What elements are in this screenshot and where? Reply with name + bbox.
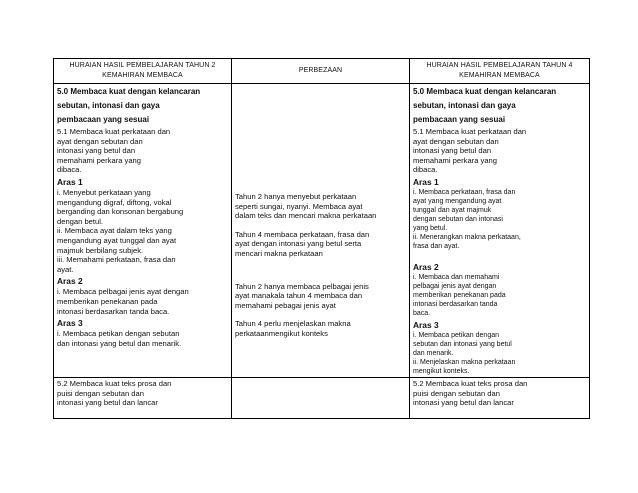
tahun4-aras3-label: Aras 3	[413, 319, 439, 330]
text-line: i. Membaca petikan dengan sebutan	[57, 329, 180, 339]
tahun4-aras3-items	[413, 331, 586, 376]
text-line: mengikut konteks.	[413, 367, 470, 375]
text-line: i. Membaca perkataan, frasa dan	[413, 188, 516, 196]
text-line: seperti sungai, nyanyi. Membaca ayat	[235, 201, 363, 211]
text-line: dengan betul.	[57, 216, 104, 226]
text-line: ii. Menjelaskan makna perkataan	[413, 358, 516, 366]
text-line: ayat.	[57, 264, 74, 274]
tahun4-standard-5-1	[413, 127, 586, 175]
text-line: ayat manakala tahun 4 membaca dan	[235, 291, 363, 301]
tahun2-aras3-label: Aras 3	[57, 318, 83, 329]
heading-line: 5.0 Membaca kuat dengan kelancaran	[57, 87, 201, 96]
text-line: tunggal dan ayat majmuk	[413, 206, 492, 214]
text-line: baca.	[413, 309, 431, 317]
header-tahun4-line2: KEMAHIRAN MEMBACA	[459, 72, 540, 79]
text-line: Tahun 4 perlu menjelaskan makna	[235, 319, 351, 329]
text-line: i. Membaca petikan dengan	[413, 331, 499, 339]
header-tahun2-line2: KEMAHIRAN MEMBACA	[102, 72, 183, 79]
text-line: 5.2 Membaca kuat teks prosa dan	[413, 378, 528, 388]
text-line: dan menarik.	[413, 349, 454, 357]
text-line: sebutan dan intonasi yang betul	[413, 340, 512, 348]
text-line: intonasi yang betul dan lancar	[57, 398, 158, 408]
text-line: yang betul.	[413, 224, 448, 232]
header-perbezaan: PERBEZAAN	[232, 59, 410, 84]
text-line: pelbagai jenis ayat dengan	[413, 282, 497, 290]
heading-line: sebutan, intonasi dan gaya	[413, 101, 516, 110]
heading-line: sebutan, intonasi dan gaya	[57, 101, 160, 110]
text-line: i. Membaca dan memahami	[413, 273, 500, 281]
text-line: ayat dengan sebutan dan	[57, 136, 143, 146]
tahun2-aras3-items	[57, 329, 228, 348]
heading-line: pembacaan yang sesuai	[57, 115, 150, 124]
text-line: i. Menyebut perkataan yang	[57, 187, 151, 197]
tahun4-aras1-items	[413, 188, 586, 251]
perbezaan-cell	[232, 84, 410, 378]
tahun2-heading	[57, 85, 228, 127]
perbezaan-paragraph-4	[235, 319, 406, 338]
tahun4-aras2-items	[413, 273, 586, 318]
text-line: ii. Menerangkan makna perkataan,	[413, 233, 521, 241]
text-line: ii. Membaca ayat dalam teks yang	[57, 226, 172, 236]
header-row	[54, 59, 590, 84]
text-line: dibaca.	[413, 165, 438, 175]
heading-line: 5.0 Membaca kuat dengan kelancaran	[413, 87, 557, 96]
text-line: majmuk berbilang subjek.	[57, 245, 144, 255]
body-row	[54, 84, 590, 378]
text-line: mencari makna perkataan	[235, 248, 323, 258]
text-line: mengandung ayat tunggal dan ayat	[57, 235, 177, 245]
header-tahun2-line1: HURAIAN HASIL PEMBELAJARAN TAHUN 2	[69, 62, 216, 69]
text-line: ayat yang mengandung ayat	[413, 197, 502, 205]
text-line: memahami pebagai jenis ayat	[235, 300, 336, 310]
tahun4-aras1-label: Aras 1	[413, 176, 439, 187]
perbezaan-paragraph-2	[235, 230, 406, 259]
tahun4-standard-5-2	[410, 377, 590, 418]
text-line: memahami perkara yang	[57, 155, 141, 165]
text-line: berganding dan konsonan bergabung	[57, 207, 184, 217]
text-line: puisi dengan sebutan dan	[57, 388, 144, 398]
standard-5-2-row	[54, 377, 590, 418]
text-line: memberikan penekanan pada	[413, 291, 506, 299]
comparison-table	[53, 58, 590, 419]
text-line: perkataanmengikut konteks	[235, 328, 328, 338]
text-line: ayat dengan sebutan dan	[413, 136, 499, 146]
text-line: 5.1 Membaca kuat perkataan dan	[57, 127, 171, 136]
tahun2-standard-5-2	[54, 377, 232, 418]
text-line: iii. Memahami perkataan, frasa dan	[57, 255, 176, 265]
text-line: ayat dengan intonasi yang betul serta	[235, 239, 362, 249]
text-line: Tahun 4 membaca perkataan, frasa dan	[235, 229, 370, 239]
tahun4-aras2-label: Aras 2	[413, 261, 439, 272]
tahun4-heading	[413, 85, 586, 127]
tahun2-standard-5-1	[57, 127, 228, 175]
text-line: intonasi yang betul dan	[413, 146, 492, 156]
text-line: intonasi berdasarkan tanda	[413, 300, 498, 308]
text-line: intonasi yang betul dan lancar	[413, 398, 514, 408]
perbezaan-paragraph-3	[235, 282, 406, 311]
tahun2-cell	[54, 84, 232, 378]
perbezaan-paragraph-1	[235, 192, 406, 221]
tahun2-aras2-label: Aras 2	[57, 276, 83, 287]
text-line: dibaca.	[57, 165, 82, 175]
text-line: Tahun 2 hanya menyebut perkataan	[235, 192, 357, 201]
text-line: mengandung digraf, diftong, vokal	[57, 197, 172, 207]
text-line: frasa dan ayat.	[413, 242, 460, 250]
comparison-document	[53, 58, 589, 419]
text-line: i. Membaca pelbagai jenis ayat dengan	[57, 287, 189, 297]
tahun2-aras1-label: Aras 1	[57, 176, 83, 187]
text-line: memberikan penekanan pada	[57, 296, 158, 306]
tahun4-cell	[410, 84, 590, 378]
tahun2-aras1-items	[57, 188, 228, 274]
header-tahun4	[410, 59, 590, 84]
text-line: dengan sebutan dan intonasi	[413, 215, 503, 223]
tahun2-aras2-items	[57, 287, 228, 316]
text-line: 5.1 Membaca kuat perkataan dan	[413, 127, 527, 136]
header-tahun2	[54, 59, 232, 84]
text-line: dan intonasi yang betul dan menarik.	[57, 338, 182, 348]
text-line: memahami perkara yang	[413, 155, 497, 165]
text-line: Tahun 2 hanya membaca pelbagai jenis	[235, 281, 369, 291]
text-line: 5.2 Membaca kuat teks prosa dan	[57, 378, 172, 388]
text-line: dalam teks dan mencari makna perkataan	[235, 211, 377, 221]
text-line: puisi dengan sebutan dan	[413, 388, 500, 398]
heading-line: pembacaan yang sesuai	[413, 115, 506, 124]
text-line: intonasi yang betul dan	[57, 146, 136, 156]
text-line: intonasi berdasarkan tanda baca.	[57, 306, 170, 316]
header-tahun4-line1: HURAIAN HASIL PEMBELAJARAN TAHUN 4	[426, 62, 573, 69]
perbezaan-standard-5-2	[232, 377, 410, 418]
